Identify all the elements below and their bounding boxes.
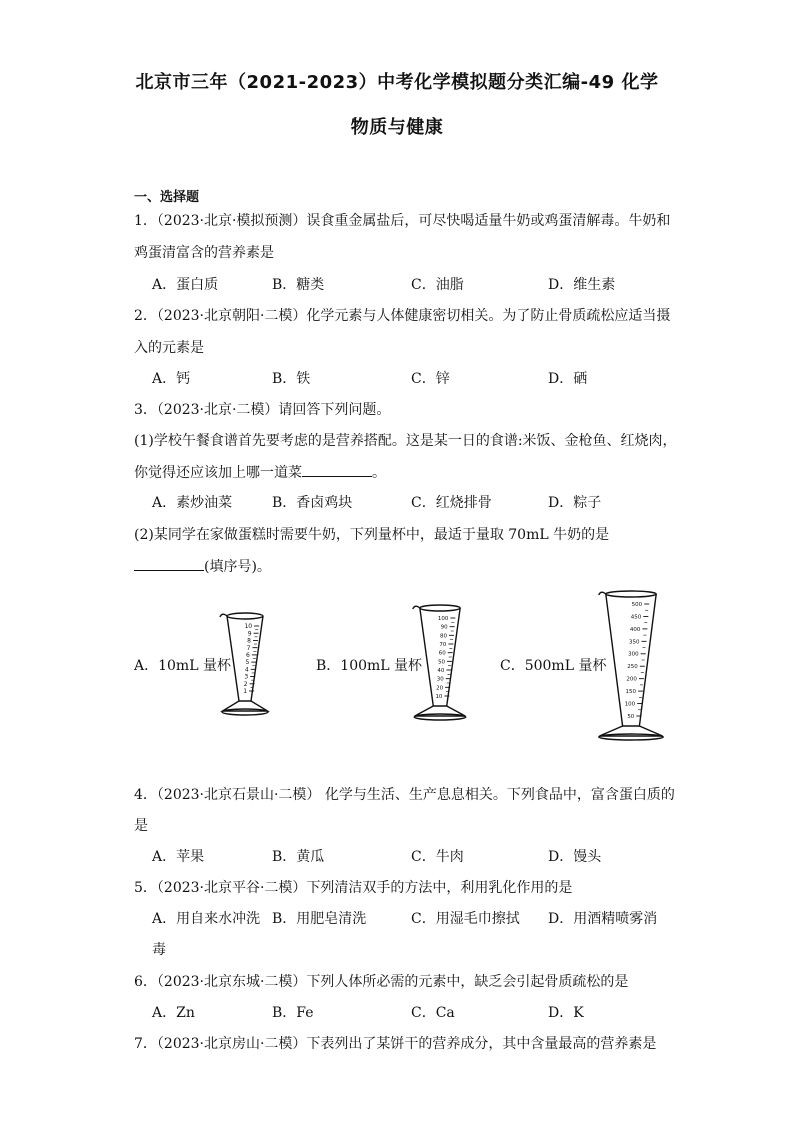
q2-option-d: D．硒 [548, 371, 588, 387]
tick-label: 100 [437, 615, 449, 622]
answer-blank [134, 556, 204, 571]
tick-label: 450 [630, 614, 642, 621]
q4-option-b: B．黄瓜 [272, 849, 325, 865]
tick-label: 60 [438, 650, 446, 657]
measuring-cup-100ml-icon [412, 602, 468, 720]
q3-option-b: B．香卤鸡块 [272, 495, 353, 511]
answer-blank [302, 462, 372, 477]
q4-option-c: C．牛肉 [411, 849, 464, 865]
q1-option-a: A．蛋白质 [152, 277, 219, 293]
tick-label: 80 [440, 633, 448, 640]
tick-label: 10 [244, 623, 253, 631]
q3-part1-prompt: 你觉得还应该加上哪一道菜 [134, 465, 302, 481]
cup-base [222, 709, 268, 715]
cylinder-c-label: C．500mL 量杯 [500, 658, 607, 674]
q1-option-d: D．维生素 [548, 277, 616, 293]
tick-label: 400 [629, 626, 641, 633]
q6-option-b: B．Fe [272, 1005, 314, 1021]
tick-label: 150 [625, 689, 637, 696]
cylinder-b-label: B．100mL 量杯 [316, 658, 423, 674]
section-heading: 一、选择题 [134, 190, 200, 205]
tick-label: 40 [437, 667, 445, 674]
cup-spout [220, 614, 227, 617]
tick-label: 100 [624, 701, 636, 708]
tick-label: 300 [628, 651, 639, 658]
question-1-stem-cont: 鸡蛋清富含的营养素是 [134, 245, 274, 261]
question-7-stem: 7．（2023·北京房山·二模）下表列出了某饼干的营养成分，其中含量最高的营养素是 [134, 1036, 657, 1052]
q3-option-c: C．红烧排骨 [411, 495, 492, 511]
question-2-stem: 2．（2023·北京朝阳·二模）化学元素与人体健康密切相关。为了防止骨质疏松应适当摄 [134, 308, 671, 324]
tick-label: 350 [629, 639, 640, 646]
q2-option-b: B．铁 [272, 371, 311, 387]
tick-label: 6 [246, 651, 250, 659]
q1-option-b: B．糖类 [272, 277, 325, 293]
tick-label: 10 [435, 693, 443, 700]
q2-option-a: A．钙 [152, 371, 191, 387]
q5-option-c: C．用湿毛巾擦拭 [411, 911, 520, 927]
cup-rim [420, 605, 460, 611]
question-4-stem: 4．（2023·北京石景山·二模） 化学与生活、生产息息相关。下列食品中，富含蛋白质的 [134, 787, 675, 803]
cylinder-a-label: A．10mL 量杯 [134, 658, 231, 674]
tick-label: 90 [440, 624, 448, 631]
question-1-stem: 1．（2023·北京·模拟预测）误食重金属盐后，可尽快喝适量牛奶或鸡蛋清解毒。牛奶和 [134, 213, 671, 229]
q4-option-a: A．苹果 [152, 849, 205, 865]
q5-option-d: D．用酒精喷雾消 [548, 911, 658, 927]
cup-rim [606, 591, 656, 597]
tick-label: 5 [245, 659, 250, 667]
tick-label: 250 [627, 664, 638, 671]
measuring-cup-10ml-icon [220, 610, 270, 715]
tick-label: 7 [246, 644, 251, 652]
q1-option-c: C．油脂 [411, 277, 464, 293]
q5-option-d-wrap: 毒 [152, 942, 166, 958]
tick-label: 3 [244, 673, 249, 681]
tick-label: 20 [436, 685, 444, 692]
tick-label: 2 [243, 680, 248, 688]
q5-option-b: B．用肥皂清洗 [272, 911, 367, 927]
page-title-continued: 物质与健康 [350, 117, 444, 138]
question-6-stem: 6．（2023·北京东城·二模）下列人体所必需的元素中，缺乏会引起骨质疏松的是 [134, 974, 629, 990]
question-2-stem-cont: 入的元素是 [134, 340, 204, 356]
q3-part1-period: 。 [372, 465, 386, 481]
q6-option-d: D．K [548, 1005, 584, 1021]
tick-label: 50 [627, 713, 635, 720]
tick-label: 4 [244, 666, 249, 674]
tick-label: 200 [626, 676, 637, 683]
cup-spout [599, 592, 606, 595]
tick-label: 30 [436, 676, 444, 683]
tick-label: 50 [438, 659, 446, 666]
cup-rim [227, 613, 263, 619]
cup-base [414, 714, 466, 720]
tick-label: 9 [247, 630, 252, 638]
tick-label: 500 [631, 601, 643, 608]
q4-option-d: D．馒头 [548, 849, 602, 865]
q6-option-c: C．Ca [411, 1005, 455, 1021]
q5-option-a: A．用自来水冲洗 [152, 911, 261, 927]
cup-body [420, 608, 460, 706]
cup-spout [413, 606, 420, 609]
tick-label: 8 [247, 637, 252, 645]
q3-part2-suffix: (填序号)。 [204, 559, 271, 575]
q2-option-c: C．锌 [411, 371, 450, 387]
measuring-cup-500ml-icon [596, 588, 666, 740]
question-4-stem-cont: 是 [134, 818, 148, 834]
question-5-stem: 5．（2023·北京平谷·二模）下列清洁双手的方法中，利用乳化作用的是 [134, 880, 573, 896]
q6-option-a: A．Zn [152, 1005, 195, 1021]
question-3-stem: 3．（2023·北京·二模）请回答下列问题。 [134, 402, 391, 418]
page-title: 北京市三年（2021-2023）中考化学模拟题分类汇编-49 化学 [135, 72, 659, 93]
q3-option-d: D．粽子 [548, 495, 602, 511]
cup-base [599, 734, 663, 740]
question-3-part1: (1)学校午餐食谱首先要考虑的是营养搭配。这是某一日的食谱:米饭、金枪鱼、红烧肉， [134, 433, 677, 449]
question-3-part1-cont [134, 462, 386, 483]
question-3-part2-cont [134, 556, 271, 577]
q3-option-a: A．素炒油菜 [152, 495, 233, 511]
tick-label: 70 [439, 641, 447, 648]
question-3-part2: (2)某同学在家做蛋糕时需要牛奶，下列量杯中，最适于量取 70mL 牛奶的是 [134, 527, 610, 543]
tick-label: 1 [243, 688, 248, 696]
